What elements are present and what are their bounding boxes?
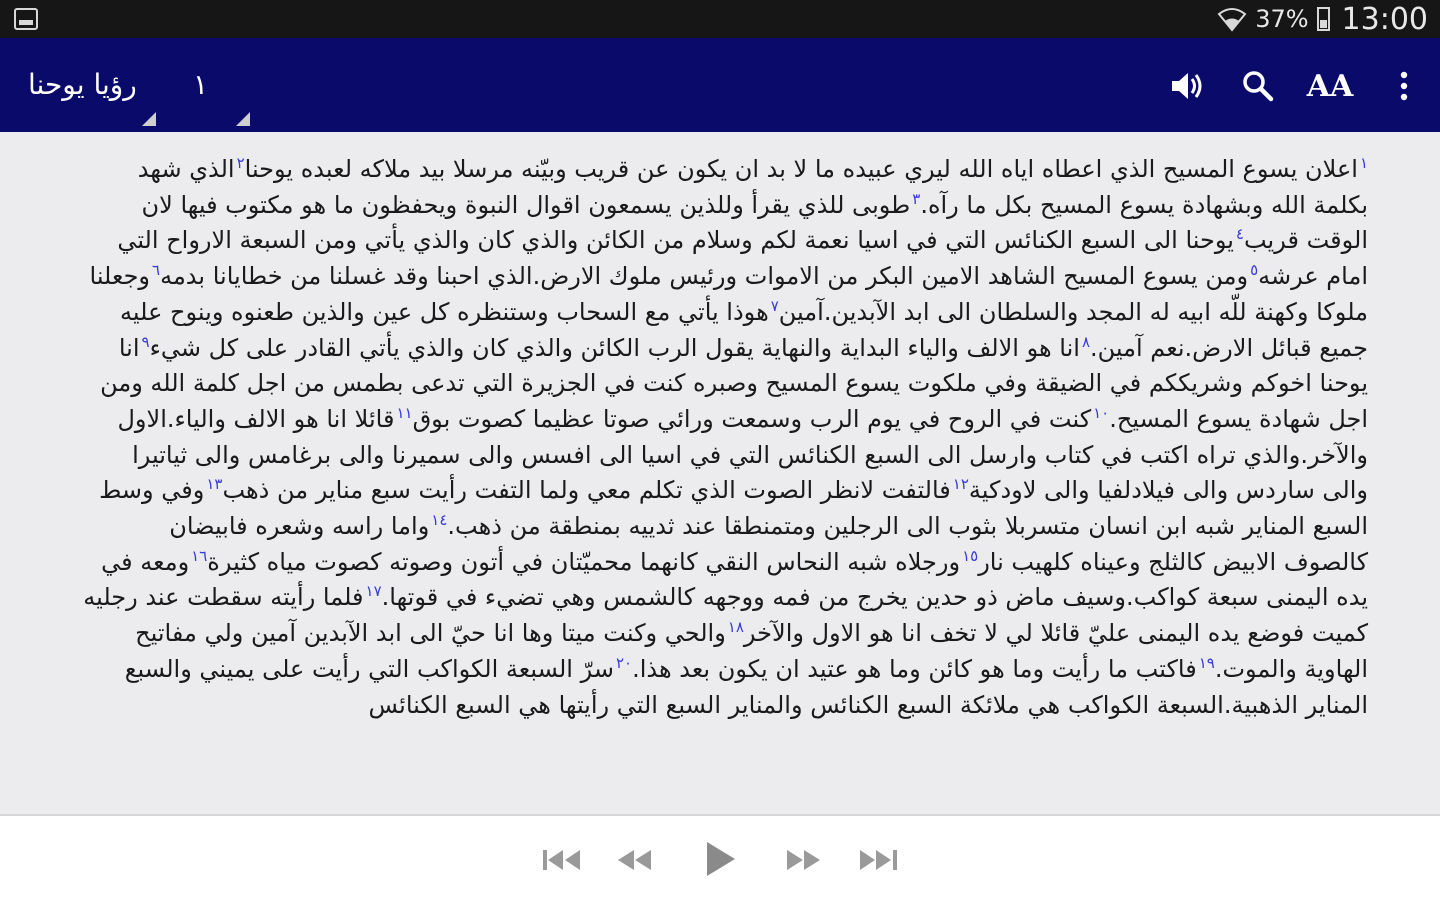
status-right	[1217, 0, 1428, 38]
book-dropdown-icon[interactable]	[142, 112, 156, 126]
verse[interactable]: انا يوحنا اخوكم وشريككم في الضيقة وفي ملكوت يسوع المسيح وصبره كنت في الجزيرة التي تدعى بطمس من اجل كلمة الله ومن اجل شهادة يسوع المسيح.	[100, 333, 1368, 433]
verse-number[interactable]: ١٨	[727, 618, 744, 637]
verse-number[interactable]: ١٠	[1093, 403, 1110, 422]
verse-number[interactable]: ١٣	[206, 475, 223, 494]
verse-number[interactable]: ٧	[770, 296, 779, 315]
skip-next-icon[interactable]	[856, 842, 900, 878]
verse-number[interactable]: ١٥	[962, 546, 979, 565]
verse-number[interactable]: ٩	[141, 332, 150, 351]
wifi-icon	[1217, 6, 1247, 32]
verse-number[interactable]: ١	[1359, 154, 1368, 172]
status-bar	[0, 0, 1440, 38]
text-size-label: AA	[1306, 68, 1354, 104]
text-size-icon[interactable]	[1308, 64, 1352, 108]
verse-number[interactable]: ٢٠	[615, 653, 633, 672]
speaker-icon[interactable]	[1164, 64, 1208, 108]
verse[interactable]: سرّ السبعة الكواكب التي رأيت على يميني والسبع المناير الذهبية.السبعة الكواكب هي ملائكة السبع الكنائس والمناير السبع التي رأيتها هي السبع الكنائس	[124, 654, 1368, 719]
verse-number[interactable]: ١١	[396, 403, 413, 422]
verse-number[interactable]: ٨	[1081, 332, 1091, 351]
verse-number[interactable]: ٥	[1250, 261, 1259, 280]
notification-icon	[14, 8, 38, 30]
verse-number[interactable]: ٤	[1235, 225, 1244, 244]
verse-number[interactable]: ١٧	[365, 582, 382, 601]
clock: 13:00	[1341, 1, 1428, 37]
verse[interactable]: فاكتب ما رأيت وما هو كائن وما هو عتيد ان يكون بعد هذا.	[632, 654, 1197, 683]
verse[interactable]: طوبى للذي يقرأ وللذين يسمعون اقوال النبوة ويحفظون ما هو مكتوب فيها لان الوقت قريب	[141, 190, 1368, 255]
verse[interactable]: وفي وسط السبع المناير شبه ابن انسان متسربلا بثوب الى الرجلين ومتمنطقا عند ثدييه بمنطقة من ذهب.	[99, 476, 1368, 541]
verse[interactable]: وجعلنا ملوكا وكهنة للّه ابيه له المجد والسلطان الى ابد الآبدين.آمين	[89, 262, 1368, 326]
chapter-selector[interactable]: ١	[193, 68, 209, 101]
rewind-icon[interactable]	[612, 842, 656, 878]
play-icon[interactable]	[700, 838, 740, 874]
verse[interactable]: يوحنا الى السبع الكنائس التي في اسيا نعمة لكم وسلام من الكائن والذي كان والذي يأتي ومن السبعة الارواح التي امام عرشه	[117, 226, 1368, 291]
verse-number[interactable]: ١٢	[952, 475, 969, 494]
verse[interactable]: والحي وكنت ميتا وها انا حيّ الى ابد الآبدين آمين ولي مفاتيح الهاوية والموت.	[135, 619, 1368, 683]
verse[interactable]: انا هو الالف والياء البداية والنهاية يقول الرب الكائن والذي كان والذي يأتي القادر على كل شيء	[149, 333, 1080, 362]
verse-number[interactable]: ١٩	[1198, 653, 1215, 672]
verse[interactable]: واما راسه وشعره فابيضان كالصوف الابيض كالثلج وعيناه كلهيب نار	[169, 512, 1368, 576]
verse[interactable]: هوذا يأتي مع السحاب وستنظره كل عين والذين طعنوه وينوح عليه جميع قبائل الارض.نعم آمين.	[120, 297, 1368, 362]
verse-number[interactable]: ١٦	[191, 546, 208, 565]
verse-number[interactable]: ٢	[236, 154, 245, 172]
battery-percent: 37%	[1255, 5, 1309, 33]
skip-previous-icon[interactable]	[540, 842, 584, 878]
more-icon[interactable]	[1382, 64, 1426, 108]
verse-text	[80, 152, 1368, 723]
book-selector[interactable]: رؤيا يوحنا	[28, 68, 137, 101]
verse-number[interactable]: ٦	[152, 261, 161, 280]
verse[interactable]: ومعه في يده اليمنى سبعة كواكب.وسيف ماض ذو حدين يخرج من فمه ووجهه كالشمس وهي تضيء في قوتها.	[101, 547, 1368, 612]
verse[interactable]: ورجلاه شبه النحاس النقي كانهما محميّتان في أتون وصوته كصوت مياه كثيرة	[207, 547, 961, 576]
verse[interactable]: الذي شهد بكلمة الله وبشهادة يسوع المسيح بكل ما رآه.	[137, 155, 1368, 219]
verse[interactable]: كنت في الروح في يوم الرب وسمعت ورائي صوتا عظيما كصوت بوق	[412, 404, 1092, 433]
fast-forward-icon[interactable]	[782, 842, 826, 878]
battery-icon	[1317, 7, 1330, 31]
verse[interactable]: ومن يسوع المسيح الشاهد الامين البكر من الاموات ورئيس ملوك الارض.الذي احبنا وقد غسلنا من خطايانا بدمه	[160, 262, 1249, 291]
verse[interactable]: فلما رأيته سقطت عند رجليه كميت فوضع يده اليمنى عليّ قائلا لي لا تخف انا هو الاول والآخر	[83, 583, 1368, 648]
verse[interactable]: فالتفت لانظر الصوت الذي تكلم معي ولما التفت رأيت سبع مناير من ذهب	[222, 476, 951, 505]
verse[interactable]: اعلان يسوع المسيح الذي اعطاه اياه الله ليري عبيده ما لا بد ان يكون عن قريب وبيّنه مرسلا بيد ملاكه لعبده يوحنا	[244, 155, 1358, 183]
chapter-content[interactable]	[0, 132, 1440, 816]
verse-number[interactable]: ١٤	[431, 511, 448, 530]
app-bar	[0, 38, 1440, 132]
audio-player	[0, 816, 1440, 900]
verse[interactable]: قائلا انا هو الالف والياء.الاول والآخر.والذي تراه اكتب في كتاب وارسل الى السبع الكنائس التي في اسيا الى افسس والى سميرنا والى برغامس والى ثياتيرا والى ساردس والى فيلادلفيا والى لاودكية	[117, 404, 1368, 505]
chapter-dropdown-icon[interactable]	[236, 112, 250, 126]
search-icon[interactable]	[1236, 64, 1280, 108]
verse-number[interactable]: ٣	[912, 189, 921, 208]
